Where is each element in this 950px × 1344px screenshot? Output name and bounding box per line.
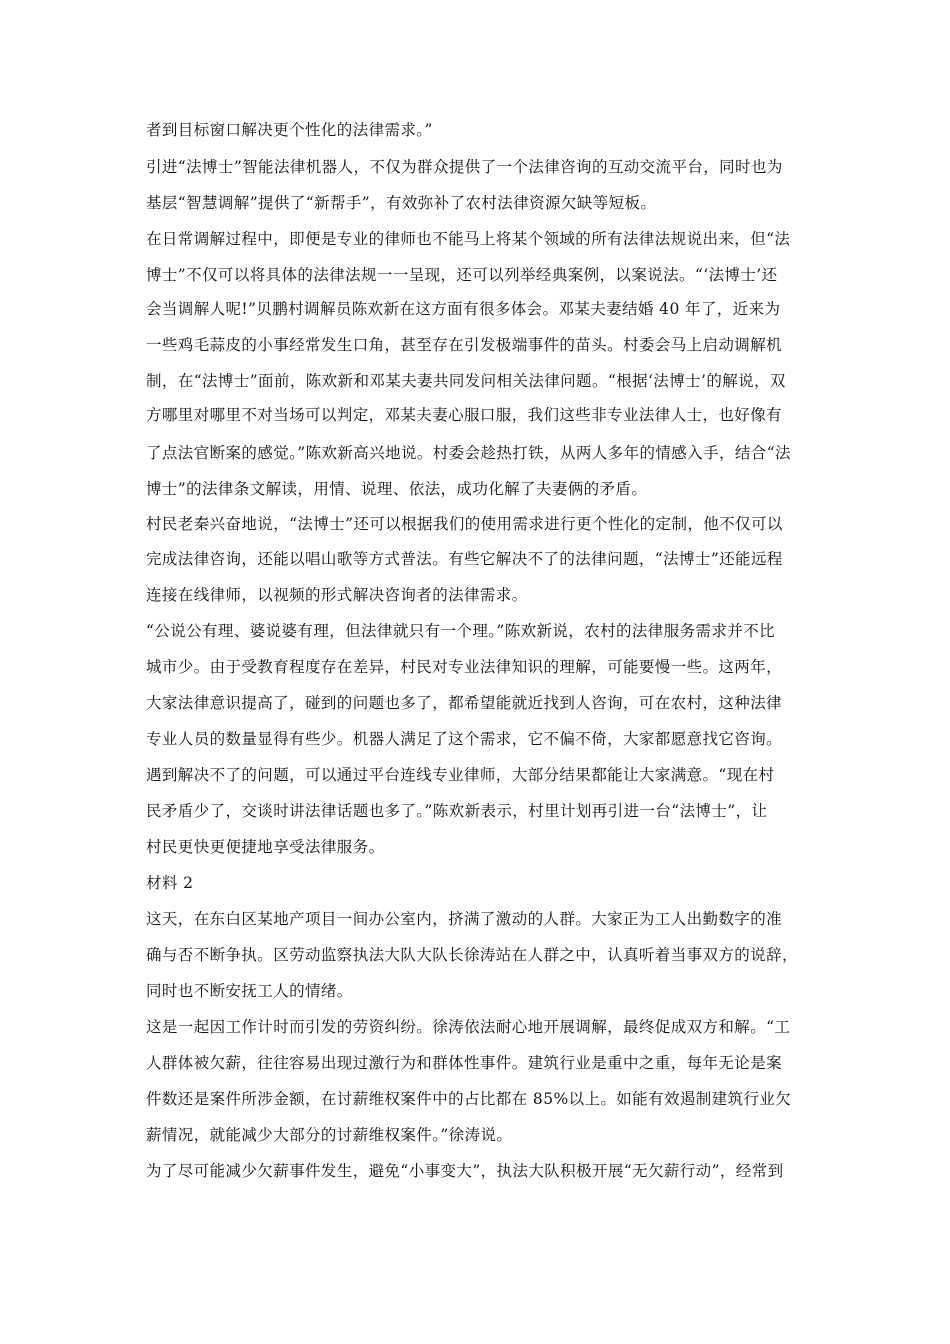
text-line: 博士”不仅可以将具体的法律法规一一呈现，还可以列举经典案例，以案说法。“‘法博士’还 (146, 266, 778, 284)
text-line: 这是一起因工作计时而引发的劳资纠纷。徐涛依法耐心地开展调解，最终促成双方和解。“工 (146, 1018, 791, 1036)
text-line: 一些鸡毛蒜皮的小事经常发生口角，甚至存在引发极端事件的苗头。村委会马上启动调解机 (146, 336, 783, 354)
text-line: 专业人员的数量显得有些少。机器人满足了这个需求，它不偏不倚，大家都愿意找它咨询。 (146, 730, 783, 748)
text-line: 博士”的法律条文解读，用情、说理、依法，成功化解了夫妻俩的矛盾。 (146, 480, 648, 498)
text-line: 为了尽可能减少欠薪事件发生，避免“小事变大”，执法大队积极开展“无欠薪行动”，经常到 (146, 1162, 784, 1180)
text-line: 制，在“法博士”面前，陈欢新和邓某夫妻共同发问相关法律问题。“根据‘法博士’的解说，双 (146, 372, 786, 390)
text-line: 村民更快更便捷地享受法律服务。 (146, 838, 385, 856)
text-line: 这天，在东白区某地产项目一间办公室内，挤满了激动的人群。大家正为工人出勤数字的准 (146, 910, 783, 928)
section-heading: 材料 2 (146, 874, 194, 892)
text-line: 村民老秦兴奋地说，“法博士”还可以根据我们的使用需求进行更个性化的定制，他不仅可以 (146, 515, 783, 533)
text-line: 薪情况，就能减少大部分的讨薪维权案件。”徐涛说。 (146, 1126, 513, 1144)
text-line: 连接在线律师，以视频的形式解决咨询者的法律需求。 (146, 586, 528, 604)
text-line: 件数还是案件所涉金额，在讨薪维权案件中的占比都在 85%以上。如能有效遏制建筑行业欠 (146, 1090, 792, 1108)
text-line: 确与否不断争执。区劳动监察执法大队大队长徐涛站在人群之中，认真听着当事双方的说辞， (146, 946, 798, 964)
text-line: 基层“智慧调解”提供了“新帮手”，有效弥补了农村法律资源欠缺等短板。 (146, 194, 657, 212)
text-line: 大家法律意识提高了，碰到的问题也多了，都希望能就近找到人咨询，可在农村，这种法律 (146, 694, 783, 712)
text-line: 人群体被欠薪，往往容易出现过激行为和群体性事件。建筑行业是重中之重，每年无论是案 (146, 1054, 783, 1072)
text-line: 遇到解决不了的问题，可以通过平台连线专业律师，大部分结果都能让大家满意。“现在村 (146, 766, 775, 784)
text-line: 会当调解人呢!”贝鹏村调解员陈欢新在这方面有很多体会。邓某夫妻结婚 40 年了，近来为 (146, 300, 781, 318)
text-line: 了点法官断案的感觉。”陈欢新高兴地说。村委会趁热打铁，从两人多年的情感入手，结合“法 (146, 444, 791, 462)
text-line: 者到目标窗口解决更个性化的法律需求。” (146, 121, 433, 139)
text-line: 城市少。由于受教育程度存在差异，村民对专业法律知识的理解，可能要慢一些。这两年， (146, 658, 783, 676)
text-line: 在日常调解过程中，即便是专业的律师也不能马上将某个领域的所有法律法规说出来，但“法 (146, 230, 791, 248)
text-line: 完成法律咨询，还能以唱山歌等方式普法。有些它解决不了的法律问题，“法博士”还能远程 (146, 550, 783, 568)
text-line: 同时也不断安抚工人的情绪。 (146, 982, 353, 1000)
text-line: 引进“法博士”智能法律机器人，不仅为群众提供了一个法律咨询的互动交流平台，同时也为 (146, 158, 783, 176)
text-line: 民矛盾少了，交谈时讲法律话题也多了。”陈欢新表示，村里计划再引进一台“法博士”，让 (146, 802, 768, 820)
text-line: “公说公有理、婆说婆有理，但法律就只有一个理。”陈欢新说，农村的法律服务需求并不比 (146, 622, 776, 640)
text-line: 方哪里对哪里不对当场可以判定，邓某夫妻心服口服，我们这些非专业法律人士，也好像有 (146, 406, 783, 424)
